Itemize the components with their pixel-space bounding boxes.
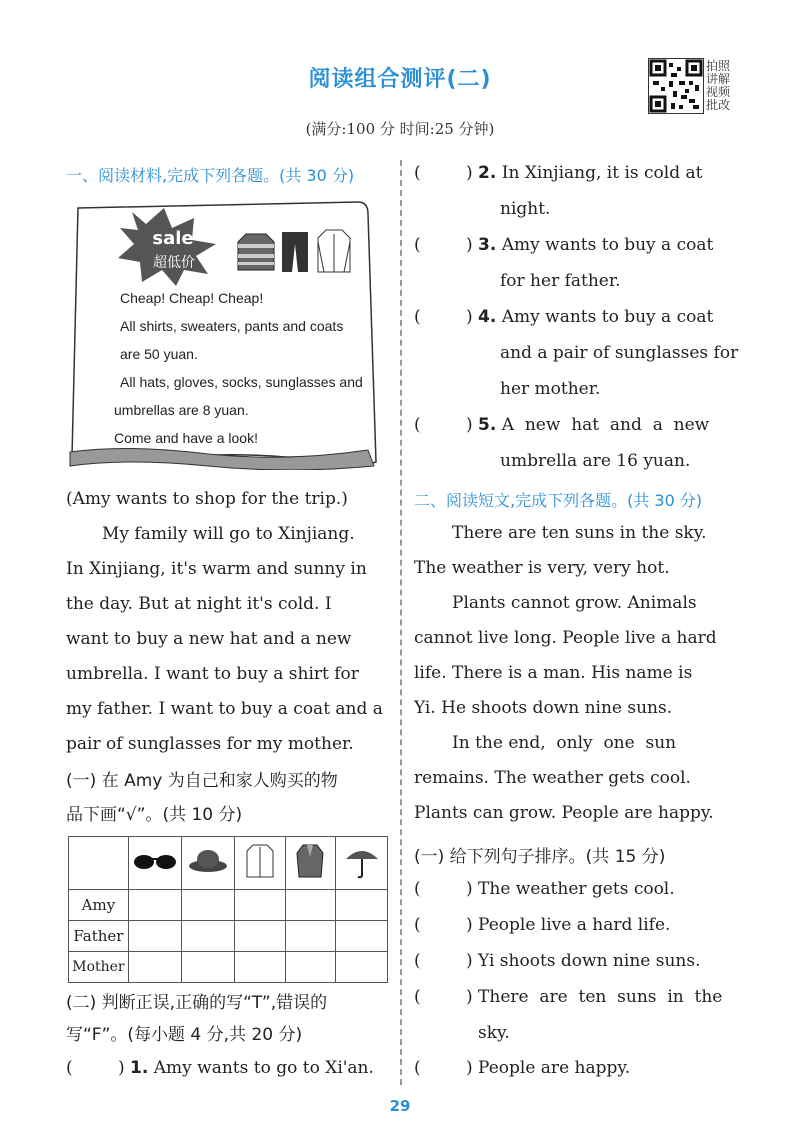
table-cell[interactable] — [234, 837, 285, 890]
order-item-text: Yi shoots down nine suns. — [478, 951, 701, 971]
passage-line: the day. But at night it's cold. I — [66, 594, 332, 614]
part1-instruction: 品下画“√”。(共 10 分) — [66, 805, 243, 825]
trip-intro: (Amy wants to shop for the trip.) — [66, 489, 348, 509]
order-item-text: The weather gets cool. — [478, 879, 675, 899]
answer-blank[interactable]: ( — [414, 987, 421, 1007]
question-number: 3. — [478, 235, 497, 255]
page-number: 29 — [389, 1097, 411, 1115]
question-number: 4. — [478, 307, 497, 327]
table-cell[interactable] — [128, 921, 181, 952]
table-corner-cell — [69, 837, 129, 890]
shirt-icon — [245, 843, 275, 879]
answer-blank[interactable]: ( — [414, 879, 421, 899]
sale-badge-text: sale — [152, 228, 194, 249]
sale-sign — [68, 200, 378, 470]
table-row-label: Amy — [69, 890, 129, 921]
page-subtitle: (满分:100 分 时间:25 分钟) — [305, 120, 495, 138]
column-divider — [400, 160, 402, 1085]
sign-line: umbrellas are 8 yuan. — [114, 402, 249, 418]
section2-part1-heading: (一) 给下列句子排序。(共 15 分) — [414, 847, 666, 867]
answer-blank[interactable]: ( — [414, 415, 421, 435]
coat-icon — [295, 843, 325, 879]
qr-side-text: 拍照 讲解 视频 批改 — [706, 59, 731, 112]
passage-line: Yi. He shoots down nine suns. — [414, 698, 673, 718]
table-cell[interactable] — [285, 921, 336, 952]
order-item-text: People live a hard life. — [478, 915, 671, 935]
order-item: ( ) Yi shoots down nine suns. — [414, 951, 701, 971]
sale-badge-subtext: 超低价 — [153, 255, 195, 271]
passage-line: my father. I want to buy a coat and a — [66, 699, 383, 719]
order-item: ( ) People are happy. — [414, 1058, 631, 1078]
answer-blank[interactable]: ( — [66, 1058, 73, 1078]
page-title: 阅读组合测评(二) — [308, 67, 492, 92]
table-cell[interactable] — [128, 837, 181, 890]
umbrella-icon — [344, 843, 380, 879]
table-row-label: Mother — [69, 952, 129, 983]
answer-blank[interactable]: ( — [414, 307, 421, 327]
section1-heading: 一、阅读材料,完成下列各题。(共 30 分) — [66, 166, 355, 185]
section2-passage — [414, 516, 734, 831]
question-number: 5. — [478, 415, 497, 435]
question-text-cont: and a pair of sunglasses for — [500, 343, 739, 363]
section2-heading: 二、阅读短文,完成下列各题。(共 30 分) — [414, 491, 703, 510]
table-cell[interactable] — [128, 890, 181, 921]
answer-blank[interactable]: ( — [414, 915, 421, 935]
tf-question-2: ( ) 2. In Xinjiang, it is cold at — [414, 163, 703, 183]
order-item: ( ) There are ten suns in the — [414, 987, 723, 1007]
passage-line: There are ten suns in the sky. — [452, 523, 707, 543]
order-item: ( ) The weather gets cool. — [414, 879, 675, 899]
table-cell[interactable] — [182, 837, 235, 890]
question-text-cont: for her father. — [500, 271, 621, 291]
answer-blank[interactable]: ( — [414, 235, 421, 255]
pants-icon — [280, 230, 310, 274]
table-cell[interactable] — [336, 952, 388, 983]
passage-line: Plants can grow. People are happy. — [414, 803, 714, 823]
order-item-text: There are ten suns in the — [478, 987, 723, 1007]
qr-code-icon[interactable] — [648, 58, 704, 114]
order-item-text-cont: sky. — [478, 1023, 510, 1043]
passage-line: remains. The weather gets cool. — [414, 768, 691, 788]
passage-line: Plants cannot grow. Animals — [452, 593, 697, 613]
table-cell[interactable] — [285, 952, 336, 983]
table-cell[interactable] — [182, 890, 235, 921]
answer-blank[interactable]: ( — [414, 163, 421, 183]
table-cell[interactable] — [234, 890, 285, 921]
question-text: Amy wants to go to Xi'an. — [153, 1058, 374, 1078]
shirt-icon — [316, 228, 352, 274]
sweater-icon — [236, 230, 276, 274]
table-cell[interactable] — [234, 952, 285, 983]
shopping-table — [68, 836, 388, 983]
part2-instruction: 写“F”。(每小题 4 分,共 20 分) — [66, 1025, 303, 1045]
tf-question-1: ( ) 1. Amy wants to go to Xi'an. — [66, 1058, 374, 1078]
table-cell[interactable] — [336, 837, 388, 890]
tf-question-4: ( ) 4. Amy wants to buy a coat — [414, 307, 714, 327]
passage-line: umbrella. I want to buy a shirt for — [66, 664, 359, 684]
passage-line: My family will go to Xinjiang. — [102, 524, 355, 544]
question-text-cont: night. — [500, 199, 551, 219]
question-text-cont: her mother. — [500, 379, 601, 399]
question-number: 2. — [478, 163, 497, 183]
part1-instruction: (一) 在 Amy 为自己和家人购买的物 — [66, 771, 338, 791]
table-cell[interactable] — [234, 921, 285, 952]
sign-line: Cheap! Cheap! Cheap! — [120, 290, 264, 306]
sign-line: are 50 yuan. — [120, 346, 198, 362]
tf-question-3: ( ) 3. Amy wants to buy a coat — [414, 235, 714, 255]
order-item: ( ) People live a hard life. — [414, 915, 671, 935]
question-text: Amy wants to buy a coat — [501, 235, 714, 255]
passage-line: In Xinjiang, it's warm and sunny in — [66, 559, 367, 579]
table-cell[interactable] — [182, 921, 235, 952]
question-text: In Xinjiang, it is cold at — [501, 163, 703, 183]
passage-line: life. There is a man. His name is — [414, 663, 693, 683]
answer-blank[interactable]: ( — [414, 1058, 421, 1078]
question-text: Amy wants to buy a coat — [501, 307, 714, 327]
table-cell[interactable] — [128, 952, 181, 983]
passage-line: pair of sunglasses for my mother. — [66, 734, 354, 754]
table-row-label: Father — [69, 921, 129, 952]
passage-line: want to buy a new hat and a new — [66, 629, 352, 649]
tf-question-5: ( ) 5. A new hat and a new — [414, 415, 710, 435]
question-text: A new hat and a new — [501, 415, 710, 435]
sign-line: All hats, gloves, socks, sunglasses and — [120, 374, 363, 390]
sign-line: Come and have a look! — [114, 430, 258, 446]
sign-line: All shirts, sweaters, pants and coats — [120, 318, 344, 334]
order-item-text: People are happy. — [478, 1058, 631, 1078]
question-number: 1. — [130, 1058, 149, 1078]
question-text-cont: umbrella are 16 yuan. — [500, 451, 691, 471]
table-cell[interactable] — [182, 952, 235, 983]
table-cell[interactable] — [336, 921, 388, 952]
passage-line: In the end, only one sun — [452, 733, 677, 753]
table-cell[interactable] — [285, 890, 336, 921]
hat-icon — [188, 848, 228, 874]
passage-line: cannot live long. People live a hard — [414, 628, 717, 648]
section1-passage — [66, 517, 391, 762]
answer-blank[interactable]: ( — [414, 951, 421, 971]
table-cell[interactable] — [336, 890, 388, 921]
sunglasses-icon — [133, 852, 177, 870]
part2-instruction: (二) 判断正误,正确的写“T”,错误的 — [66, 993, 328, 1013]
passage-line: The weather is very, very hot. — [414, 558, 670, 578]
table-cell[interactable] — [285, 837, 336, 890]
